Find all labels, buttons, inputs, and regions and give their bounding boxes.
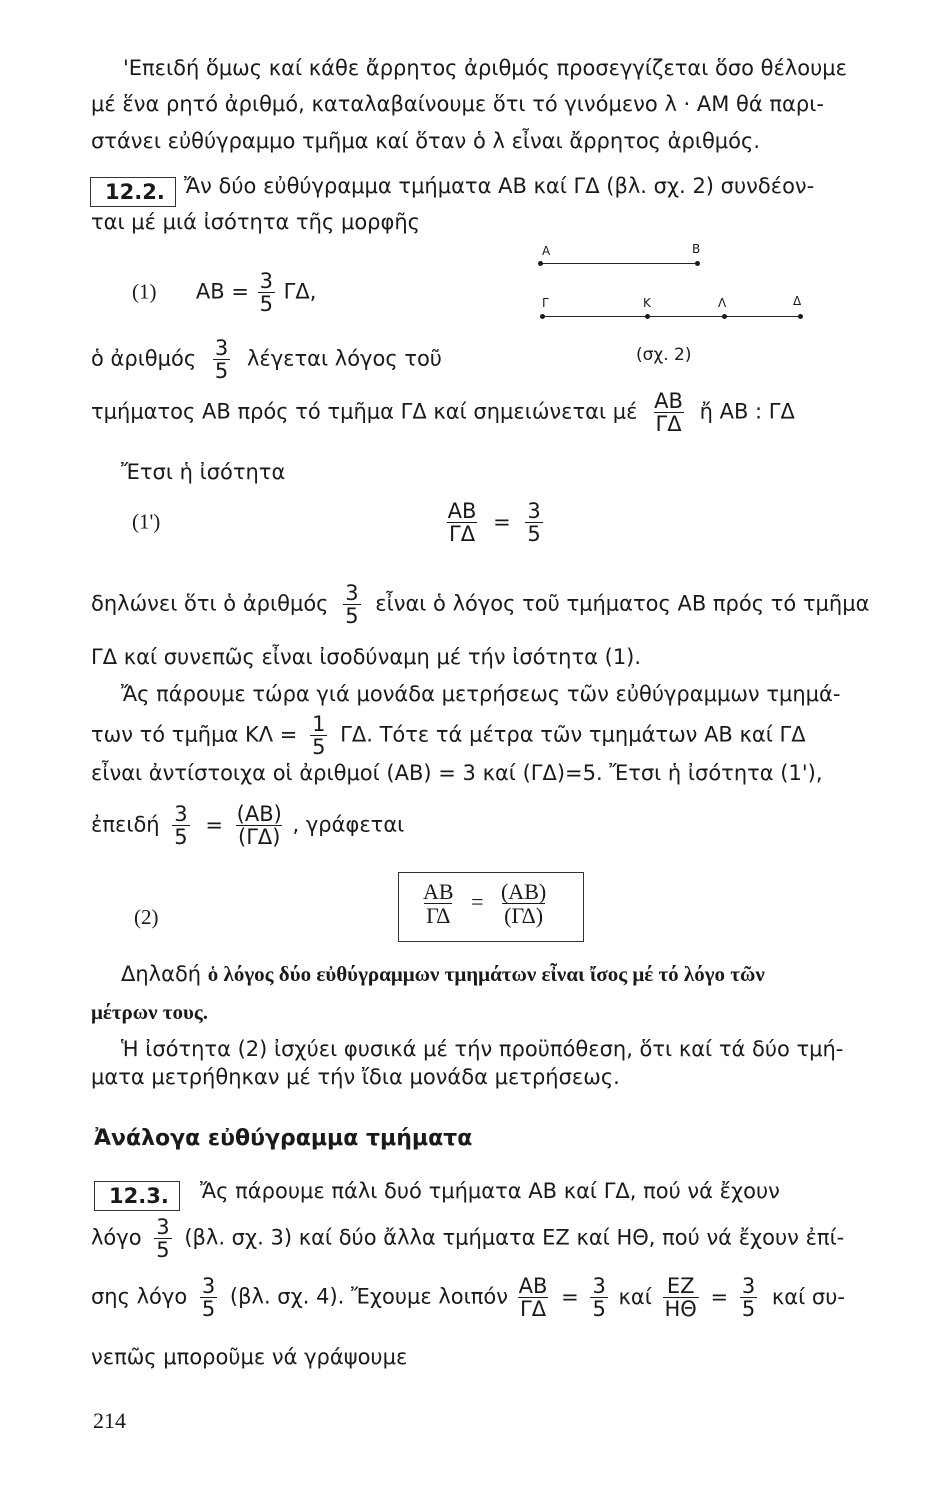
three-fifths-fraction bbox=[213, 337, 230, 382]
equation-2-fraction-right bbox=[499, 880, 548, 927]
fraction-numerator: AB bbox=[518, 1274, 548, 1298]
s122-line-1: Ἄν δύο εὐθύγραμμα τμήματα AB καί ΓΔ (βλ. σχ. 2) συνδέον- bbox=[184, 174, 815, 198]
s122-line-2: ται μέ μιά ἰσότητα τῆς μορφῆς bbox=[91, 210, 420, 234]
three-fifths-fraction bbox=[740, 1275, 757, 1320]
ab-over-gd-fraction bbox=[517, 1275, 550, 1320]
point-b bbox=[695, 261, 700, 266]
intro-line-3: στάνει εὐθύγραμμο τμῆμα καί ὅταν ὁ λ εἶναι ἄρρητος ἀριθμός. bbox=[91, 129, 761, 153]
s122-line-4-text-b: ἤ AB : ΓΔ bbox=[699, 399, 795, 424]
fraction-numerator: 3 bbox=[741, 1274, 756, 1298]
fraction-denominator: 5 bbox=[741, 1297, 756, 1322]
s122-line-6 bbox=[91, 582, 869, 627]
equation-1-prime-label: (1') bbox=[132, 509, 161, 534]
point-label-b: B bbox=[692, 242, 701, 256]
s122-line-3-text-a: ὁ ἀριθμός bbox=[91, 346, 197, 371]
equation-2-fraction-left bbox=[421, 880, 456, 927]
fraction-numerator: 3 bbox=[592, 1274, 606, 1298]
fraction-denominator: 5 bbox=[527, 522, 541, 547]
three-fifths-fraction bbox=[172, 803, 189, 848]
s123-line-3-text-b: (βλ. σχ. 4). Ἔχουμε λοιπόν bbox=[229, 1284, 508, 1309]
segment-ab bbox=[540, 263, 697, 264]
fraction-denominator: (ΓΔ) bbox=[238, 825, 281, 850]
s122-line-15: ματα μετρήθηκαν μέ τήν ἴδια μονάδα μετρήσεως. bbox=[91, 1065, 620, 1089]
s123-line-3 bbox=[91, 1275, 845, 1320]
s122-line-14: Ἡ ἰσότητα (2) ἰσχύει φυσικά μέ τήν προϋπόθεση, ὅτι καί τά δύο τμή- bbox=[121, 1037, 844, 1061]
fraction-denominator: 5 bbox=[201, 1297, 216, 1322]
fraction-numerator: 3 bbox=[259, 269, 273, 293]
fraction-numerator: AB bbox=[447, 499, 477, 523]
s123-line-4: νεπῶς μποροῦμε νά γράψουμε bbox=[91, 1345, 408, 1369]
s122-line-4-text-a: τμήματος AB πρός τό τμῆμα ΓΔ καί σημειώνεται μέ bbox=[91, 399, 638, 424]
s122-line-13: μέτρων τους. bbox=[91, 1000, 208, 1024]
fraction-numerator: 3 bbox=[345, 581, 359, 605]
s122-line-11-text-b: , γράφεται bbox=[292, 812, 405, 837]
fraction-denominator: 5 bbox=[312, 735, 326, 760]
s123-line-2-text-a: λόγο bbox=[91, 1225, 142, 1250]
fraction-denominator: 5 bbox=[214, 359, 229, 384]
point-g bbox=[540, 314, 545, 319]
s122-line-6-text-b: εἶναι ὁ λόγος τοῦ τμήματος AB πρός τό τμῆμα bbox=[375, 591, 870, 616]
s122-line-3-text-b: λέγεται λόγος τοῦ bbox=[246, 346, 442, 371]
segment-gd bbox=[542, 316, 800, 317]
equation-2-label: (2) bbox=[134, 905, 159, 929]
s123-line-1: Ἄς πάρουμε πάλι δυό τμήματα AB καί ΓΔ, πού νά ἔχουν bbox=[200, 1179, 780, 1203]
fraction-numerator: 3 bbox=[214, 336, 229, 360]
fraction-numerator: 3 bbox=[201, 1274, 216, 1298]
fraction-denominator: ΓΔ bbox=[426, 903, 451, 929]
three-fifths-fraction bbox=[590, 1275, 607, 1320]
point-label-d: Δ bbox=[793, 294, 802, 308]
section-number-12-3: 12.3. bbox=[94, 1181, 180, 1211]
fraction-numerator: 3 bbox=[174, 802, 188, 826]
point-label-g: Γ bbox=[542, 296, 549, 310]
fraction-denominator: 5 bbox=[259, 292, 273, 317]
s122-line-9-text-b: ΓΔ. Τότε τά μέτρα τῶν τμημάτων AB καί ΓΔ bbox=[340, 722, 806, 747]
point-l bbox=[722, 314, 727, 319]
fraction-numerator: (AB) bbox=[500, 879, 547, 904]
three-fifths-fraction bbox=[343, 582, 360, 627]
one-fifth-fraction bbox=[310, 713, 327, 758]
equation-1-label: (1) bbox=[132, 279, 157, 304]
equation-1-prime-fraction-left bbox=[446, 500, 479, 545]
s122-line-7: ΓΔ καί συνεπῶς εἶναι ἰσοδύναμη μέ τήν ἰσότητα (1). bbox=[91, 645, 642, 669]
s122-line-11 bbox=[91, 803, 404, 848]
s122-line-12-text-a: Δηλαδή bbox=[121, 962, 202, 986]
fraction-numerator: 3 bbox=[156, 1215, 170, 1239]
fraction-denominator: ΓΔ bbox=[520, 1297, 547, 1322]
s123-line-2 bbox=[91, 1216, 844, 1261]
fraction-numerator: AB bbox=[654, 389, 683, 413]
equation-1-prime-fraction-right bbox=[525, 500, 542, 545]
point-k bbox=[645, 314, 650, 319]
fraction-numerator: AB bbox=[423, 879, 454, 904]
ez-over-ht-fraction bbox=[663, 1275, 699, 1320]
s123-line-3-text-a: σης λόγο bbox=[91, 1284, 188, 1309]
equation-1-fraction bbox=[258, 270, 275, 315]
page-number: 214 bbox=[93, 1408, 126, 1433]
three-fifths-fraction bbox=[154, 1216, 171, 1261]
s122-line-9-text-a: των τό τμῆμα ΚΛ = bbox=[91, 722, 298, 747]
s123-line-2-text-b: (βλ. σχ. 3) καί δύο ἄλλα τμήματα EZ καί HΘ, πού νά ἔχουν ἐπί- bbox=[184, 1225, 845, 1250]
fraction-denominator: 5 bbox=[345, 604, 359, 629]
fraction-numerator: EZ bbox=[666, 1274, 695, 1298]
equation-2-box bbox=[398, 872, 584, 942]
s122-line-12 bbox=[121, 964, 765, 985]
equation-1-prime bbox=[132, 500, 545, 545]
fraction-denominator: ΓΔ bbox=[449, 522, 476, 547]
point-a bbox=[538, 261, 543, 266]
s123-line-3-text-c: καί συ- bbox=[771, 1284, 845, 1309]
section-heading: Ἀνάλογα εὐθύγραμμα τμήματα bbox=[94, 1126, 473, 1151]
intro-line-1: 'Επειδή ὅμως καί κάθε ἄρρητος ἀριθμός προσεγγίζεται ὅσο θέλουμε bbox=[123, 56, 848, 80]
fraction-denominator: 5 bbox=[156, 1238, 170, 1263]
equation-1-rhs: ΓΔ, bbox=[283, 279, 317, 304]
equation-2 bbox=[419, 880, 550, 927]
fraction-denominator: 5 bbox=[174, 825, 188, 850]
equation-1 bbox=[132, 270, 316, 315]
intro-line-2: μέ ἕνα ρητό ἀριθμό, καταλαβαίνουμε ὅτι τό γινόμενο λ · AM θά παρι- bbox=[91, 92, 824, 116]
conjunction-kai: καί bbox=[618, 1284, 652, 1309]
fraction-numerator: 3 bbox=[527, 499, 541, 523]
s122-line-10: εἶναι ἀντίστοιχα οἱ ἀριθμοί (AB) = 3 καί (ΓΔ)=5. Ἔτσι ἡ ἰσότητα (1'), bbox=[91, 761, 823, 785]
three-fifths-fraction bbox=[200, 1275, 217, 1320]
equals-sign: = bbox=[561, 1284, 579, 1309]
point-label-k: K bbox=[643, 296, 651, 310]
equals-sign: = bbox=[493, 509, 511, 534]
fraction-denominator: (ΓΔ) bbox=[504, 903, 544, 929]
s122-line-9 bbox=[91, 713, 806, 758]
s122-line-12-bold-text: ὁ λόγος δύο εὐθύγραμμων τμημάτων εἶναι ἴσος μέ τό λόγο τῶν bbox=[207, 962, 765, 986]
fraction-denominator: 5 bbox=[592, 1297, 606, 1322]
equation-1-lhs: AB = bbox=[195, 279, 249, 304]
point-d bbox=[798, 314, 803, 319]
fraction-denominator: ΓΔ bbox=[655, 412, 682, 437]
s122-line-11-text-a: ἐπειδή bbox=[91, 812, 160, 837]
s122-line-6-text-a: δηλώνει ὅτι ὁ ἀριθμός bbox=[91, 591, 329, 616]
section-number-12-2: 12.2. bbox=[90, 177, 176, 207]
equals-sign: = bbox=[205, 812, 223, 837]
fraction-numerator: (AB) bbox=[236, 802, 282, 826]
point-label-l: Λ bbox=[718, 296, 727, 310]
fraction-denominator: HΘ bbox=[664, 1297, 697, 1322]
fraction-numerator: 1 bbox=[312, 712, 326, 736]
s122-line-3 bbox=[91, 337, 442, 382]
measure-ratio-fraction bbox=[235, 803, 284, 848]
s122-line-4 bbox=[91, 390, 795, 435]
equals-sign: = bbox=[471, 888, 484, 914]
s122-line-5: Ἔτσι ἡ ἰσότητα bbox=[121, 460, 286, 484]
ab-over-gd-fraction bbox=[652, 390, 685, 435]
equals-sign: = bbox=[710, 1284, 729, 1309]
s122-line-8: Ἄς πάρουμε τώρα γιά μονάδα μετρήσεως τῶν εὐθύγραμμων τμημά- bbox=[121, 682, 841, 706]
point-label-a: A bbox=[542, 244, 551, 258]
figure-2-caption: (σχ. 2) bbox=[636, 345, 692, 365]
